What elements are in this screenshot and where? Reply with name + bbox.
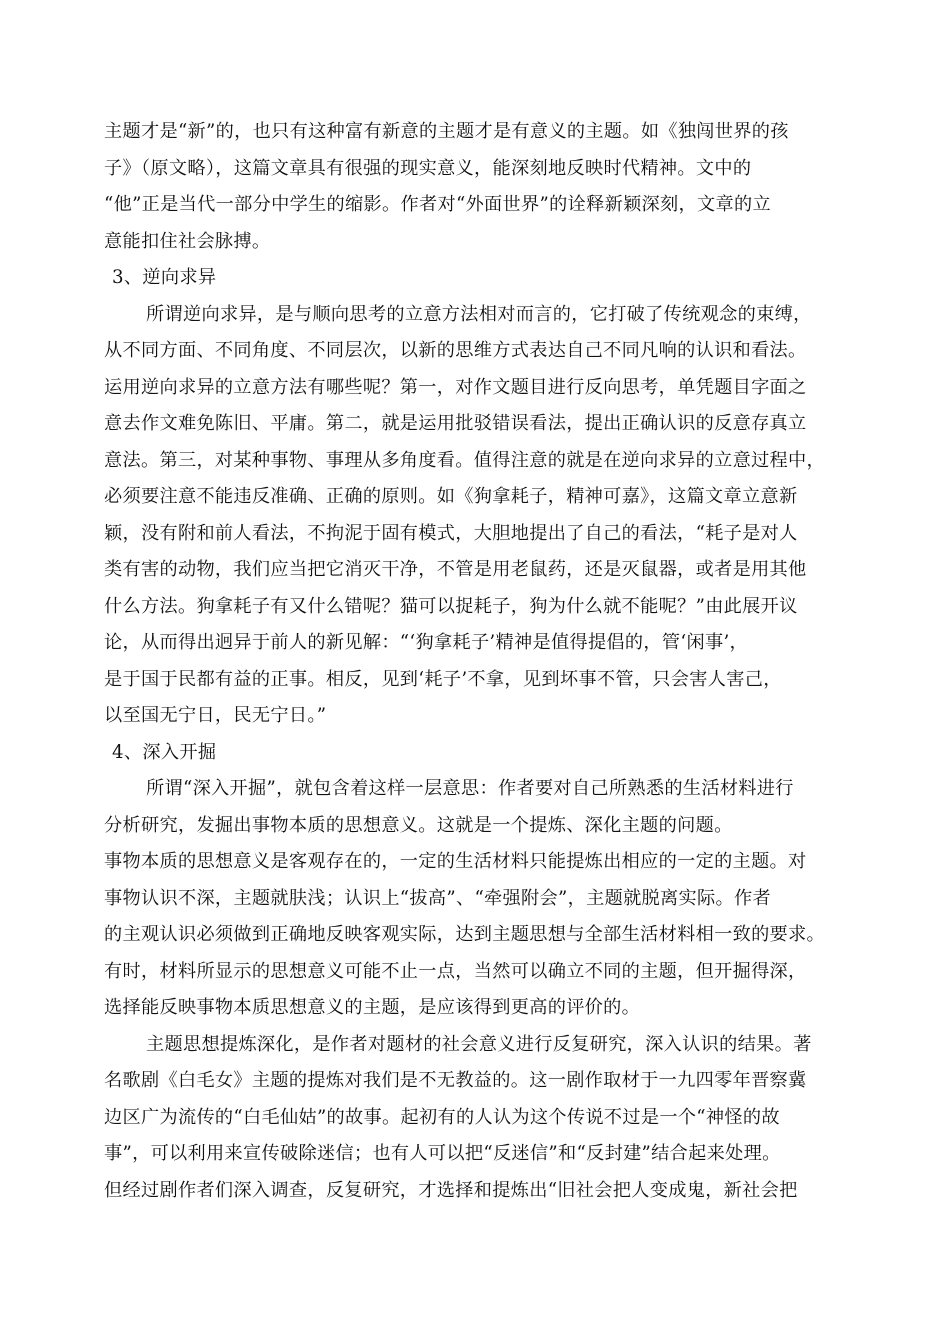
section-heading: 3、逆向求异 (112, 267, 217, 288)
text-line: 是于国于民都有益的正事。相反，见到‘耗子’不拿，见到坏事不管，只会害人害己， (104, 668, 782, 690)
text-line: 意去作文难免陈旧、平庸。第二，就是运用批驳错误看法，提出正确认识的反意存真立 (104, 413, 807, 434)
text-line: 意能扣住社会脉搏。 (104, 230, 271, 252)
text-line: 事物认识不深，主题就肤浅；认识上“拔高”、“牵强附会”，主题就脱离实际。作者 (104, 887, 771, 909)
text-line: 论，从而得出迥异于前人的新见解：“‘狗拿耗子’精神是值得提倡的，管‘闲事’， (104, 632, 749, 653)
text-line: 所谓逆向求异，是与顺向思考的立意方法相对而言的，它打破了传统观念的束缚， (146, 303, 812, 325)
text-line: 名歌剧《白毛女》主题的提炼对我们是不无教益的。这一剧作取材于一九四零年晋察冀 (104, 1070, 807, 1091)
text-line: 边区广为流传的“白毛仙姑”的故事。起初有的人认为这个传说不过是一个“神怪的故 (104, 1106, 780, 1128)
text-line: 子》（原文略），这篇文章具有很强的现实意义，能深刻地反映时代精神。文中的 (104, 157, 752, 179)
section-heading: 4、深入开掘 (112, 741, 217, 763)
text-line: 分析研究，发掘出事物本质的思想意义。这就是一个提炼、深化主题的问题。 (104, 814, 733, 836)
text-line: 的主观认识必须做到正确地反映客观实际，达到主题思想与全部生活材料相一致的要求。 (104, 924, 826, 945)
text-line: 所谓“深入开掘”，就包含着这样一层意思：作者要对自己所熟悉的生活材料进行 (146, 778, 794, 799)
text-line: 颖，没有附和前人看法，不拘泥于固有模式，大胆地提出了自己的看法，“耗子是对人 (104, 522, 798, 544)
text-line: 意法。第三，对某种事物、事理从多角度看。值得注意的就是在逆向求异的立意过程中， (104, 449, 826, 471)
text-line: 什么方法。狗拿耗子有又什么错呢？猫可以捉耗子，狗为什么就不能呢？”由此展开议 (104, 595, 798, 617)
text-line: 有时，材料所显示的思想意义可能不止一点，当然可以确立不同的主题，但开掘得深， (104, 960, 807, 982)
text-line: 类有害的动物，我们应当把它消灭干净，不管是用老鼠药，还是灭鼠器，或者是用其他 (104, 559, 807, 580)
text-line: “他”正是当代一部分中学生的缩影。作者对“外面世界”的诠释新颖深刻，文章的立 (104, 194, 771, 215)
text-line: 从不同方面、不同角度、不同层次，以新的思维方式表达自己不同凡响的认识和看法。 (104, 340, 807, 361)
text-line: 主题才是“新”的，也只有这种富有新意的主题才是有意义的主题。如《独闯世界的孩 (104, 121, 789, 142)
text-line: 事”，可以利用来宣传破除迷信；也有人可以把“反迷信”和“反封建”结合起来处理。 (104, 1143, 781, 1164)
text-line: 以至国无宁日，民无宁日。” (104, 705, 327, 726)
text-line: 事物本质的思想意义是客观存在的，一定的生活材料只能提炼出相应的一定的主题。对 (104, 851, 807, 872)
text-line: 主题思想提炼深化，是作者对题材的社会意义进行反复研究，深入认识的结果。著 (146, 1033, 812, 1055)
text-line: 选择能反映事物本质思想意义的主题，是应该得到更高的评价的。 (104, 997, 641, 1018)
text-line: 但经过剧作者们深入调查，反复研究，才选择和提炼出“旧社会把人变成鬼，新社会把 (104, 1179, 798, 1201)
document-page (104, 114, 864, 1209)
text-line: 必须要注意不能违反准确、正确的原则。如《狗拿耗子，精神可嘉》，这篇文章立意新 (104, 486, 798, 507)
text-line: 运用逆向求异的立意方法有哪些呢？第一，对作文题目进行反向思考，单凭题目字面之 (104, 376, 807, 398)
